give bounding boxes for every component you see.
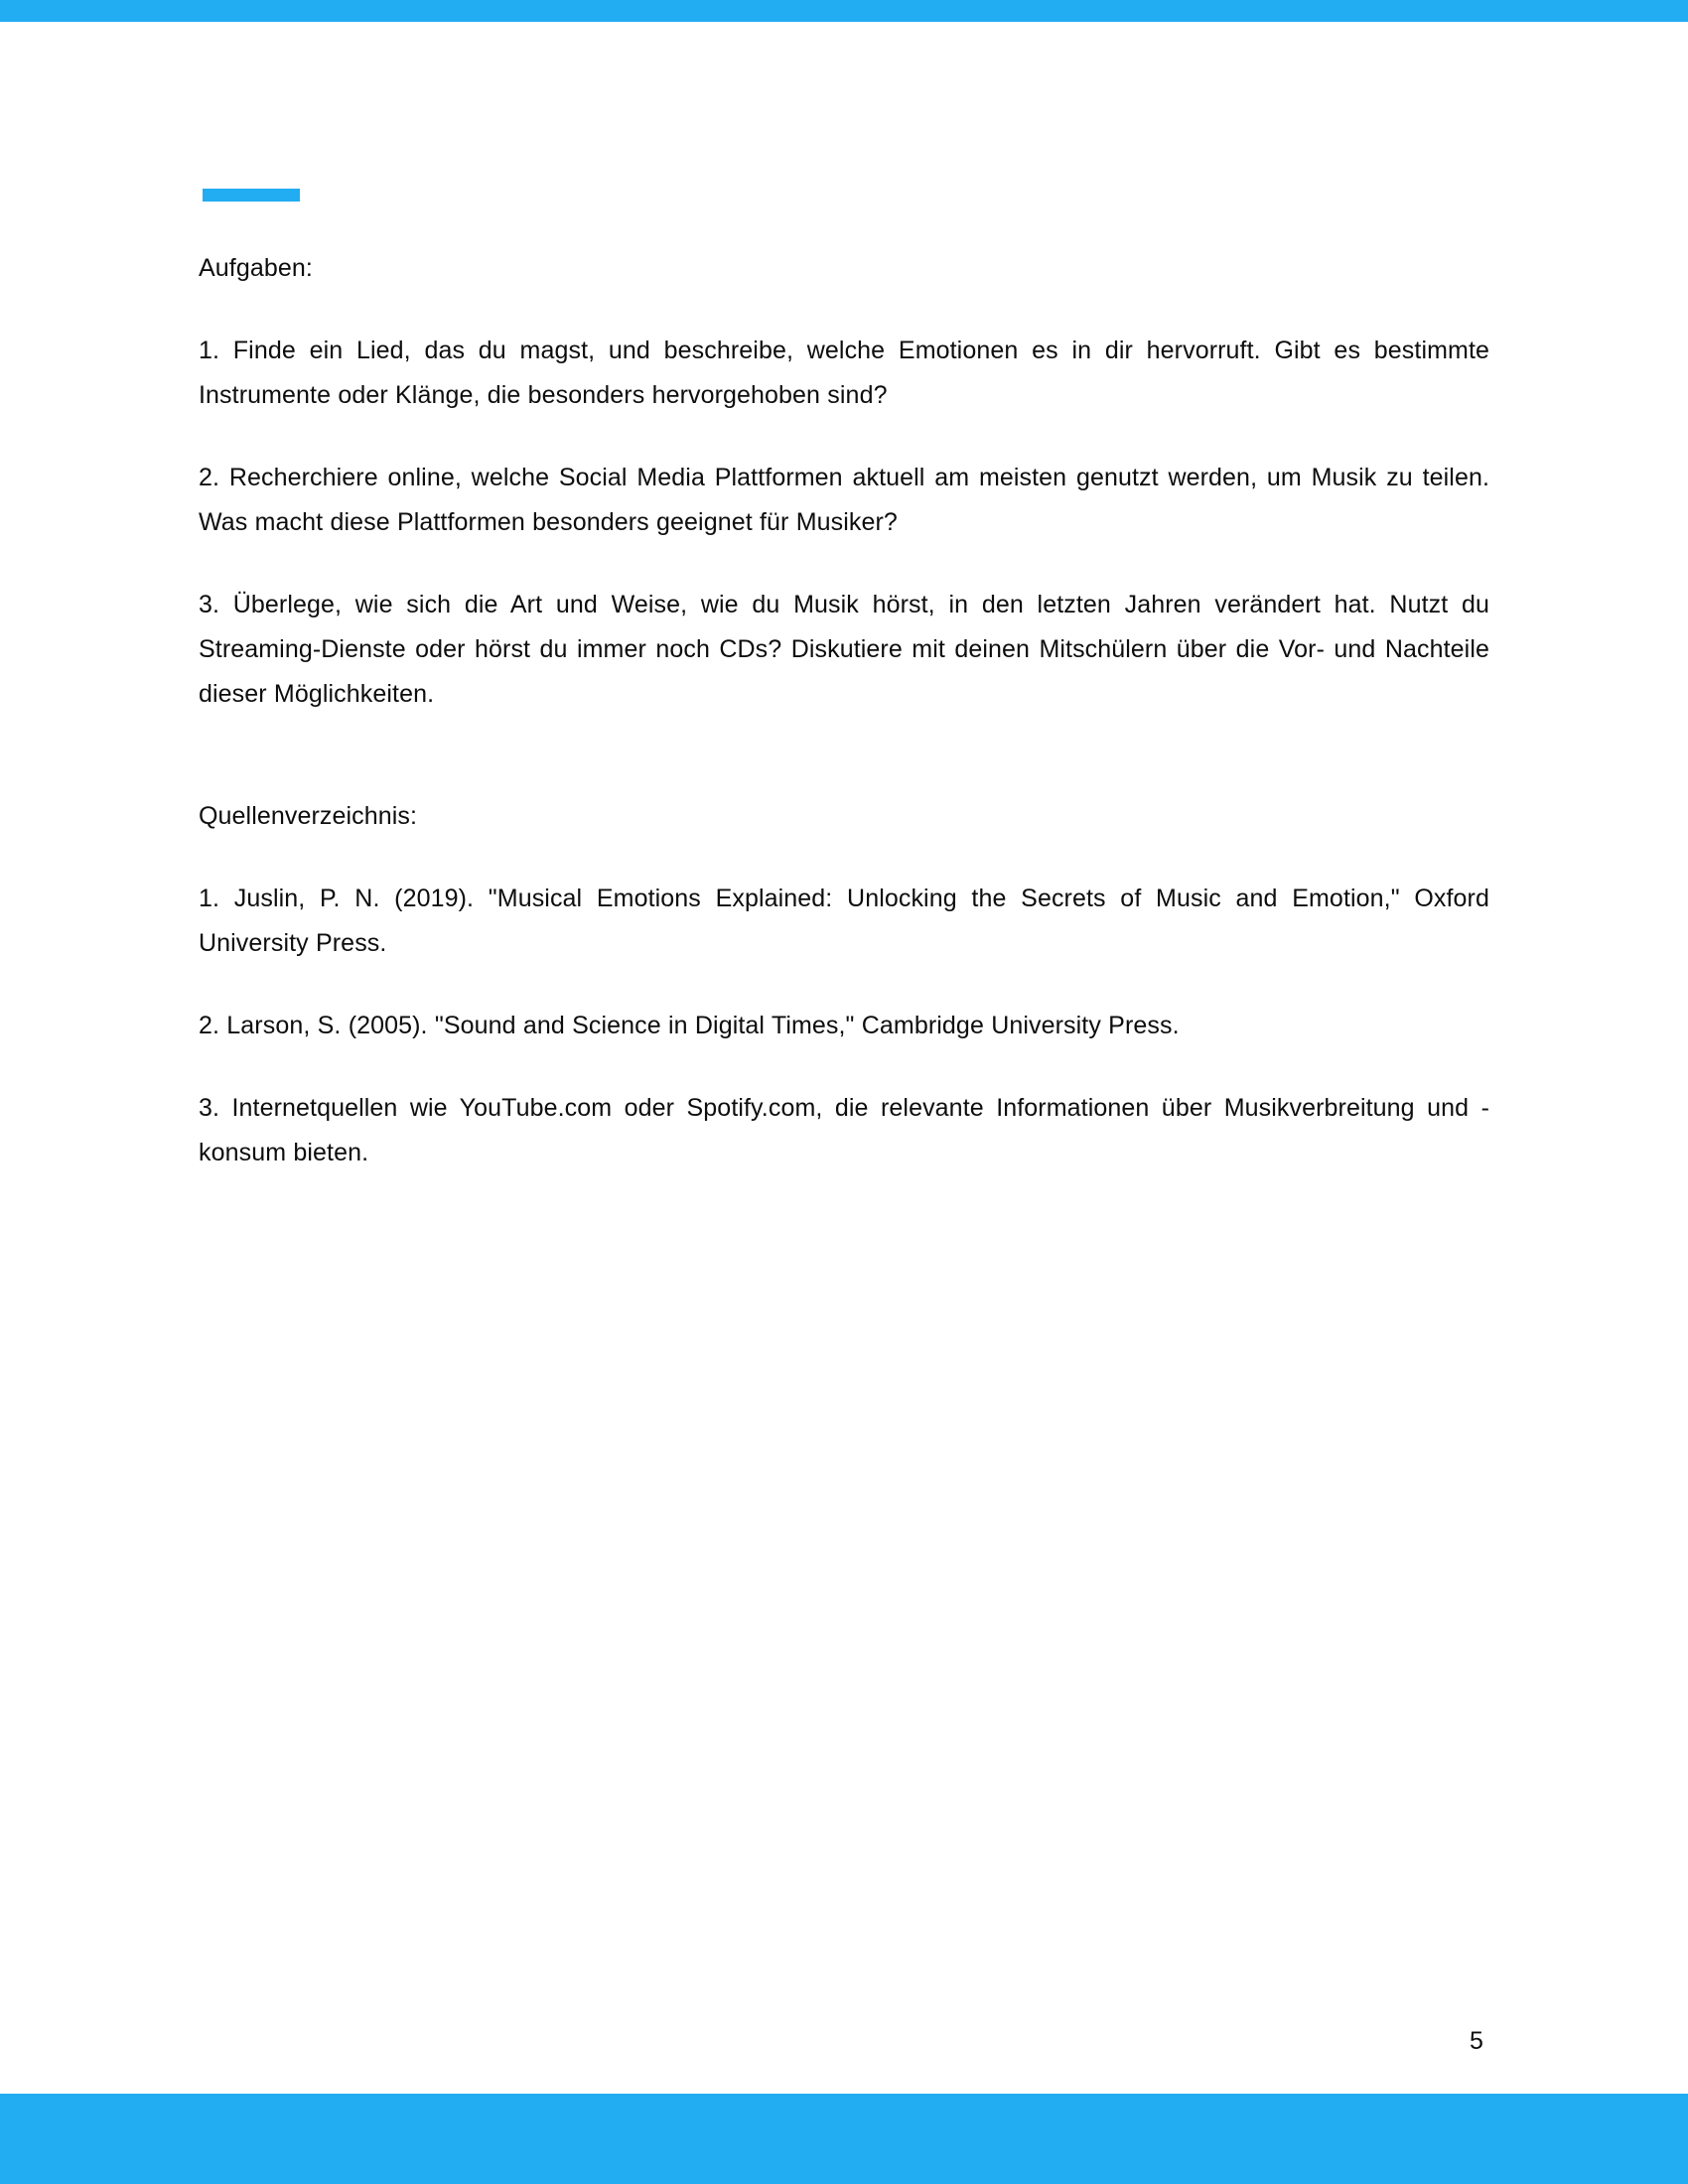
page-number: 5 xyxy=(1470,2027,1483,2055)
top-accent-bar xyxy=(0,0,1688,22)
task-item-3: 3. Überlege, wie sich die Art und Weise, wie du Musik hörst, in den letzten Jahren verändert hat. Nutzt du Streaming-Dienste oder hörst du immer noch CDs? Diskutiere mit deinen Mitschülern über die Vor- und Nachteile dieser Möglichkeiten. xyxy=(199,591,1489,708)
task-item-2: 2. Recherchiere online, welche Social Media Plattformen aktuell am meisten genutzt werden, um Musik zu teilen. Was macht diese Plattformen besonders geeignet für Musiker? xyxy=(199,464,1489,536)
tasks-heading: Aufgaben: xyxy=(199,254,313,282)
bottom-accent-bar xyxy=(0,2094,1688,2184)
source-item-3: 3. Internetquellen wie YouTube.com oder Spotify.com, die relevante Informationen über Musikverbreitung und -konsum bieten. xyxy=(199,1094,1489,1166)
source-item-2: 2. Larson, S. (2005). "Sound and Science in Digital Times," Cambridge University Press. xyxy=(199,1012,1180,1039)
sources-heading: Quellenverzeichnis: xyxy=(199,802,418,830)
section-accent-rule xyxy=(203,189,300,202)
source-item-1: 1. Juslin, P. N. (2019). "Musical Emotions Explained: Unlocking the Secrets of Music and Emotion," Oxford University Press. xyxy=(199,885,1489,957)
task-item-1: 1. Finde ein Lied, das du magst, und beschreibe, welche Emotionen es in dir hervorruft. Gibt es bestimmte Instrumente oder Klänge, die besonders hervorgehoben sind? xyxy=(199,337,1489,409)
page-content xyxy=(199,246,1489,1175)
